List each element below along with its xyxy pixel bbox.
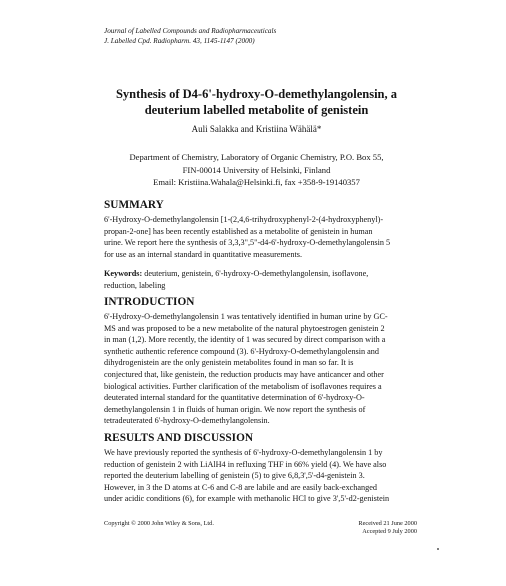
keywords-line-2: reduction, labeling: [104, 280, 166, 290]
affiliation-line-2: FIN-00014 University of Helsinki, Finland: [182, 164, 331, 175]
authors: Auli Salakka and Kristiina Wähälä*: [191, 124, 322, 134]
accepted-date: Accepted 9 July 2000: [362, 528, 417, 535]
results-line: reduction of genistein 2 with LiAlH4 in refluxing THF in 66% yield (4). We have also: [104, 459, 387, 469]
results-line: We have previously reported the synthesis of 6'-hydroxy-O-demethylangolensin 1 by: [104, 448, 383, 457]
results-heading: RESULTS AND DISCUSSION: [104, 432, 254, 444]
journal-name: Journal of Labelled Compounds and Radiopharmaceuticals: [104, 27, 277, 35]
journal-citation: J. Labelled Cpd. Radiopharm. 43, 1145-1147 (2000): [104, 36, 255, 45]
introduction-line: in man (1,2). More recently, the identity of 1 was secured by direct comparison with a: [104, 335, 386, 345]
summary-paragraph: [104, 214, 413, 260]
keywords-line-1: [104, 268, 413, 280]
introduction-line: dihydrogenistein are the only genistein metabolites found in man so far. It is: [104, 358, 354, 368]
results-paragraph: [104, 447, 413, 505]
title-line-1: Synthesis of D4-6'-hydroxy-O-demethylangolensin, a: [115, 87, 398, 101]
introduction-line: deuterated internal standard for the quantitative determination of 6'-hydroxy-O-: [104, 393, 365, 403]
title-line-2: deuterium labelled metabolite of genistein: [144, 102, 369, 117]
summary-line: propan-2-one] has been recently established as a metabolite of genistein in human: [104, 226, 373, 236]
introduction-line: synthetic authentic reference compound (3). 6'-Hydroxy-O-demethylangolensin and: [104, 346, 379, 356]
introduction-line: 6'-Hydroxy-O-demethylangolensin 1 was tentatively identified in human urine by GC-: [104, 312, 388, 321]
results-line: reported the deuterium labelling of genistein (5) to give 6,8,3',5'-d4-genistein 3.: [104, 471, 365, 481]
paper-title: [104, 87, 409, 118]
introduction-line: conjectured that, like genistein, the reduction products may have anticancer and other: [104, 369, 384, 379]
introduction-heading: INTRODUCTION: [104, 296, 195, 308]
summary-heading: SUMMARY: [104, 199, 164, 211]
received-date: Received 21 June 2000: [358, 520, 417, 527]
summary-line: urine. We report here the synthesis of 3,3,3",5"-d4-6'-hydroxy-O-demethylangolensin 5: [104, 238, 391, 248]
introduction-line: MS and was proposed to be a new metabolite of the natural phytoestrogen genistein 2: [104, 323, 385, 333]
introduction-line: tetradeuterated 6'-hydroxy-O-demethylangolensin.: [104, 416, 270, 426]
keywords-block: [104, 268, 413, 291]
affiliation: [104, 151, 409, 189]
summary-line: 6'-Hydroxy-O-demethylangolensin [1-(2,4,6-trihydroxyphenyl-2-(4-hydroxyphenyl)-: [104, 215, 384, 224]
keywords-label: Keywords:: [104, 269, 143, 278]
received-dates: [344, 520, 417, 536]
introduction-line: demethylangolensin 1 in fluids of human origin. We now report the synthesis of: [104, 404, 366, 414]
keywords-list: deuterium, genistein, 6'-hydroxy-O-demethylangolensin, isoflavone,: [142, 269, 369, 278]
summary-line: for use as an internal standard in quantitative measurements.: [104, 249, 303, 259]
copyright-notice: Copyright © 2000 John Wiley & Sons, Ltd.: [104, 520, 214, 527]
results-line: under acidic conditions (6), for example with methanolic HCl to give 3',5'-d2-genistein: [104, 494, 390, 504]
journal-header: [104, 27, 276, 46]
affiliation-email: Email: Kristiina.Wahala@Helsinki.fi, fax +358-9-19140357: [153, 177, 360, 187]
introduction-line: biological activities. Further clarification of the metabolism of isoflavones requires a: [104, 381, 382, 391]
results-line: However, in 3 the D atoms at C-6 and C-8 are labile and are easily back-exchanged: [104, 482, 377, 492]
scan-speck: [437, 548, 439, 550]
affiliation-line-1: Department of Chemistry, Laboratory of Organic Chemistry, P.O. Box 55,: [129, 152, 384, 162]
introduction-paragraph: [104, 311, 413, 427]
